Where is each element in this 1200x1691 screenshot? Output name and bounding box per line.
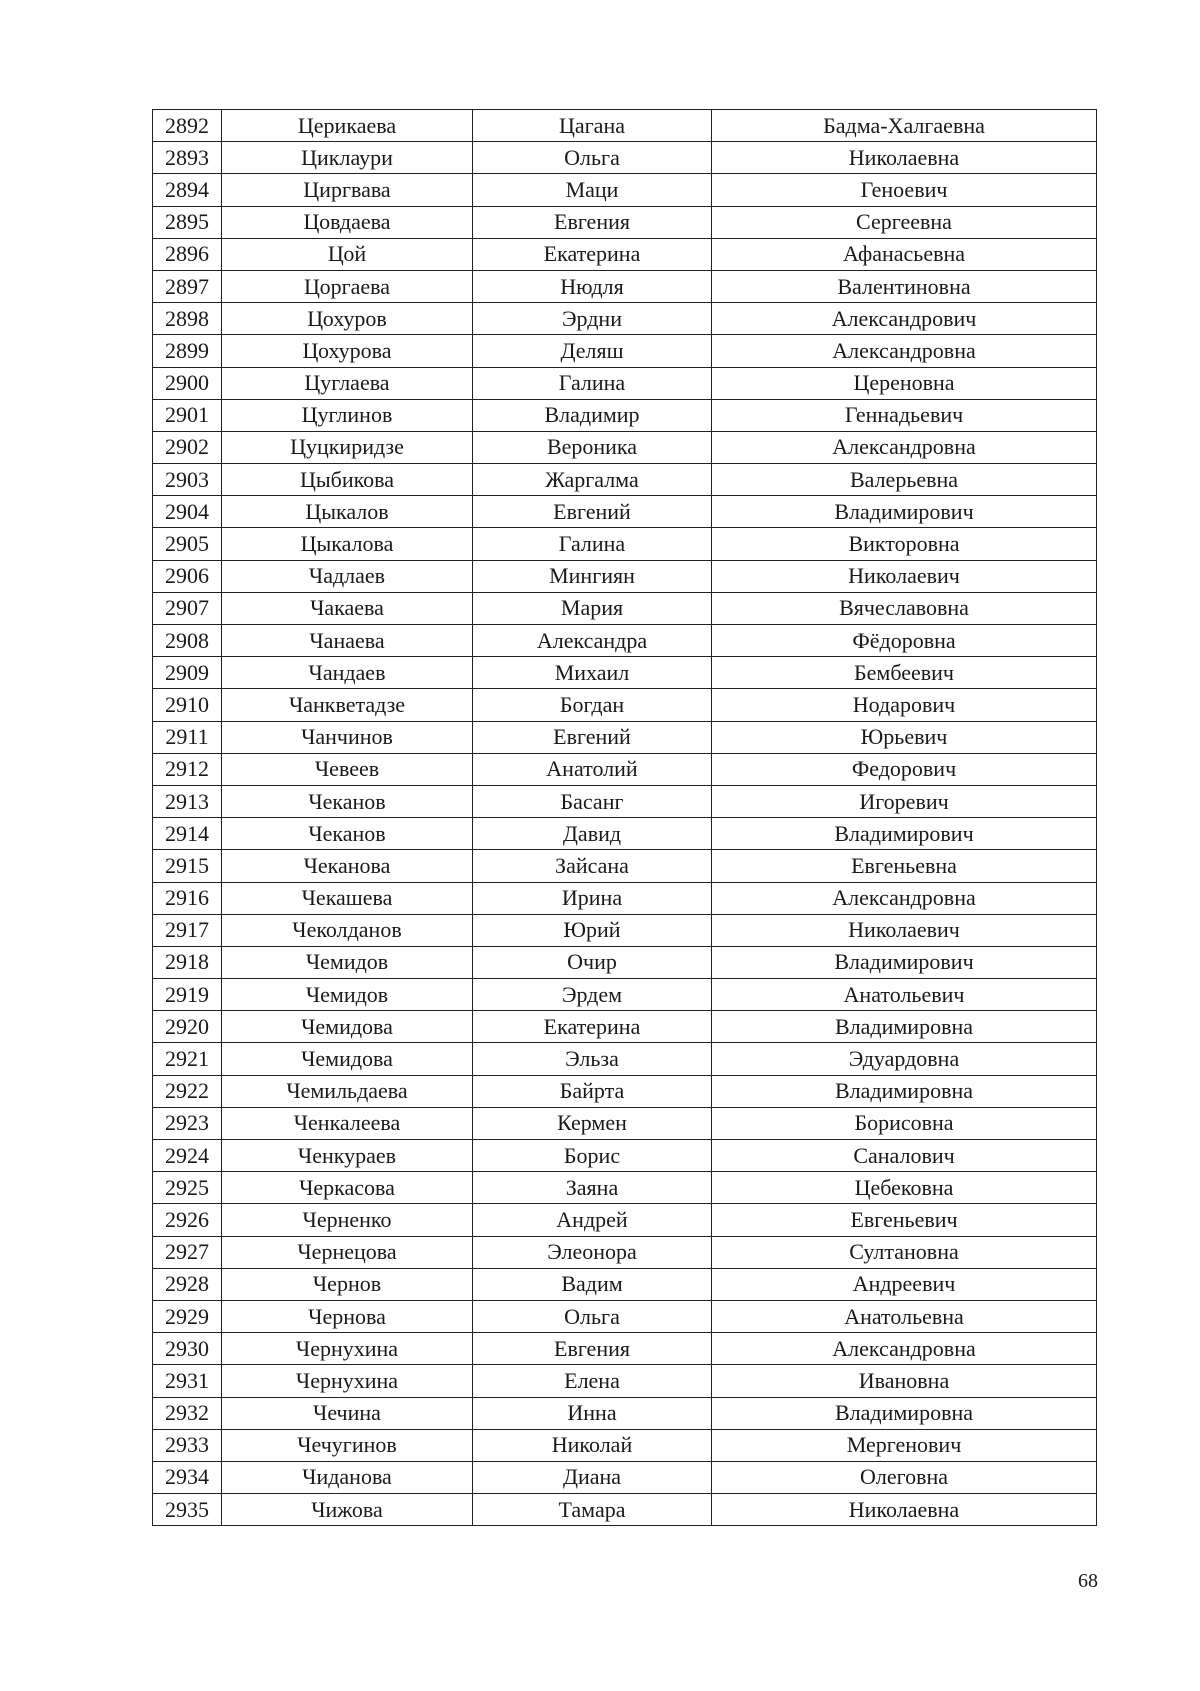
first-name-cell: Кермен <box>473 1107 712 1139</box>
patronymic-cell: Валентиновна <box>712 270 1097 302</box>
first-name-cell: Михаил <box>473 657 712 689</box>
last-name-cell: Черненко <box>222 1204 473 1236</box>
row-number-cell: 2895 <box>153 206 222 238</box>
first-name-cell: Богдан <box>473 689 712 721</box>
table-row <box>153 110 1097 142</box>
table-row <box>153 1107 1097 1139</box>
table-row <box>153 1461 1097 1493</box>
last-name-cell: Чандаев <box>222 657 473 689</box>
row-number-cell: 2912 <box>153 753 222 785</box>
first-name-cell: Ольга <box>473 1300 712 1332</box>
row-number-cell: 2927 <box>153 1236 222 1268</box>
last-name-cell: Ченкураев <box>222 1140 473 1172</box>
row-number-cell: 2913 <box>153 785 222 817</box>
row-number-cell: 2928 <box>153 1268 222 1300</box>
last-name-cell: Чернецова <box>222 1236 473 1268</box>
last-name-cell: Цыкалова <box>222 528 473 560</box>
table-row <box>153 399 1097 431</box>
patronymic-cell: Владимирович <box>712 946 1097 978</box>
first-name-cell: Юрий <box>473 914 712 946</box>
row-number-cell: 2930 <box>153 1333 222 1365</box>
last-name-cell: Чемидова <box>222 1011 473 1043</box>
table-row <box>153 142 1097 174</box>
row-number-cell: 2894 <box>153 174 222 206</box>
row-number-cell: 2905 <box>153 528 222 560</box>
first-name-cell: Галина <box>473 528 712 560</box>
table-row <box>153 914 1097 946</box>
table-row <box>153 625 1097 657</box>
last-name-cell: Цуглаева <box>222 367 473 399</box>
row-number-cell: 2892 <box>153 110 222 142</box>
last-name-cell: Чернов <box>222 1268 473 1300</box>
first-name-cell: Заяна <box>473 1172 712 1204</box>
patronymic-cell: Игоревич <box>712 785 1097 817</box>
table-row <box>153 785 1097 817</box>
first-name-cell: Мингиян <box>473 560 712 592</box>
patronymic-cell: Андреевич <box>712 1268 1097 1300</box>
first-name-cell: Давид <box>473 818 712 850</box>
row-number-cell: 2897 <box>153 270 222 302</box>
patronymic-cell: Геноевич <box>712 174 1097 206</box>
row-number-cell: 2911 <box>153 721 222 753</box>
patronymic-cell: Анатольевна <box>712 1300 1097 1332</box>
table-row <box>153 270 1097 302</box>
row-number-cell: 2893 <box>153 142 222 174</box>
patronymic-cell: Бадма-Халгаевна <box>712 110 1097 142</box>
patronymic-cell: Нодарович <box>712 689 1097 721</box>
last-name-cell: Цуглинов <box>222 399 473 431</box>
row-number-cell: 2917 <box>153 914 222 946</box>
table-row <box>153 1172 1097 1204</box>
patronymic-cell: Владимировна <box>712 1397 1097 1429</box>
patronymic-cell: Вячеславовна <box>712 592 1097 624</box>
row-number-cell: 2908 <box>153 625 222 657</box>
patronymic-cell: Александровна <box>712 882 1097 914</box>
patronymic-cell: Цереновна <box>712 367 1097 399</box>
table-row <box>153 1140 1097 1172</box>
patronymic-cell: Валерьевна <box>712 464 1097 496</box>
first-name-cell: Евгений <box>473 496 712 528</box>
first-name-cell: Евгений <box>473 721 712 753</box>
last-name-cell: Цохурова <box>222 335 473 367</box>
patronymic-cell: Николаевна <box>712 1494 1097 1526</box>
first-name-cell: Басанг <box>473 785 712 817</box>
table-row <box>153 1204 1097 1236</box>
first-name-cell: Жаргалма <box>473 464 712 496</box>
table-row <box>153 1333 1097 1365</box>
patronymic-cell: Султановна <box>712 1236 1097 1268</box>
row-number-cell: 2906 <box>153 560 222 592</box>
last-name-cell: Цой <box>222 238 473 270</box>
table-row <box>153 946 1097 978</box>
row-number-cell: 2921 <box>153 1043 222 1075</box>
patronymic-cell: Викторовна <box>712 528 1097 560</box>
table-row <box>153 592 1097 624</box>
patronymic-cell: Ивановна <box>712 1365 1097 1397</box>
row-number-cell: 2907 <box>153 592 222 624</box>
patronymic-cell: Евгеньевич <box>712 1204 1097 1236</box>
names-table-body <box>153 110 1097 1526</box>
last-name-cell: Цоргаева <box>222 270 473 302</box>
last-name-cell: Церикаева <box>222 110 473 142</box>
last-name-cell: Чеканова <box>222 850 473 882</box>
patronymic-cell: Афанасьевна <box>712 238 1097 270</box>
first-name-cell: Эрдем <box>473 979 712 1011</box>
table-row <box>153 1043 1097 1075</box>
row-number-cell: 2903 <box>153 464 222 496</box>
last-name-cell: Цыкалов <box>222 496 473 528</box>
first-name-cell: Владимир <box>473 399 712 431</box>
first-name-cell: Анатолий <box>473 753 712 785</box>
first-name-cell: Цагана <box>473 110 712 142</box>
table-row <box>153 753 1097 785</box>
table-row <box>153 1075 1097 1107</box>
table-row <box>153 303 1097 335</box>
last-name-cell: Чемидова <box>222 1043 473 1075</box>
first-name-cell: Николай <box>473 1429 712 1461</box>
row-number-cell: 2932 <box>153 1397 222 1429</box>
table-row <box>153 1268 1097 1300</box>
last-name-cell: Цовдаева <box>222 206 473 238</box>
first-name-cell: Евгения <box>473 1333 712 1365</box>
table-row <box>153 1300 1097 1332</box>
row-number-cell: 2899 <box>153 335 222 367</box>
last-name-cell: Циклаури <box>222 142 473 174</box>
row-number-cell: 2934 <box>153 1461 222 1493</box>
last-name-cell: Чижова <box>222 1494 473 1526</box>
first-name-cell: Ольга <box>473 142 712 174</box>
row-number-cell: 2901 <box>153 399 222 431</box>
table-row <box>153 464 1097 496</box>
last-name-cell: Чемидов <box>222 946 473 978</box>
first-name-cell: Екатерина <box>473 1011 712 1043</box>
row-number-cell: 2902 <box>153 431 222 463</box>
row-number-cell: 2929 <box>153 1300 222 1332</box>
patronymic-cell: Николаевич <box>712 914 1097 946</box>
row-number-cell: 2933 <box>153 1429 222 1461</box>
first-name-cell: Вадим <box>473 1268 712 1300</box>
row-number-cell: 2935 <box>153 1494 222 1526</box>
last-name-cell: Чеканов <box>222 785 473 817</box>
table-row <box>153 238 1097 270</box>
row-number-cell: 2931 <box>153 1365 222 1397</box>
first-name-cell: Деляш <box>473 335 712 367</box>
first-name-cell: Диана <box>473 1461 712 1493</box>
row-number-cell: 2910 <box>153 689 222 721</box>
table-row <box>153 528 1097 560</box>
table-row <box>153 1397 1097 1429</box>
last-name-cell: Чанаева <box>222 625 473 657</box>
patronymic-cell: Николаевич <box>712 560 1097 592</box>
table-row <box>153 496 1097 528</box>
last-name-cell: Чеканов <box>222 818 473 850</box>
last-name-cell: Чечина <box>222 1397 473 1429</box>
first-name-cell: Ирина <box>473 882 712 914</box>
first-name-cell: Галина <box>473 367 712 399</box>
first-name-cell: Тамара <box>473 1494 712 1526</box>
patronymic-cell: Геннадьевич <box>712 399 1097 431</box>
last-name-cell: Циргвава <box>222 174 473 206</box>
row-number-cell: 2922 <box>153 1075 222 1107</box>
last-name-cell: Чемидов <box>222 979 473 1011</box>
first-name-cell: Элеонора <box>473 1236 712 1268</box>
table-row <box>153 174 1097 206</box>
row-number-cell: 2919 <box>153 979 222 1011</box>
row-number-cell: 2916 <box>153 882 222 914</box>
table-row <box>153 1429 1097 1461</box>
row-number-cell: 2904 <box>153 496 222 528</box>
last-name-cell: Ченкалеева <box>222 1107 473 1139</box>
first-name-cell: Очир <box>473 946 712 978</box>
patronymic-cell: Фёдоровна <box>712 625 1097 657</box>
row-number-cell: 2918 <box>153 946 222 978</box>
row-number-cell: 2898 <box>153 303 222 335</box>
table-row <box>153 721 1097 753</box>
last-name-cell: Цуцкиридзе <box>222 431 473 463</box>
patronymic-cell: Цебековна <box>712 1172 1097 1204</box>
table-row <box>153 560 1097 592</box>
last-name-cell: Чекашева <box>222 882 473 914</box>
first-name-cell: Маци <box>473 174 712 206</box>
last-name-cell: Цохуров <box>222 303 473 335</box>
patronymic-cell: Эдуардовна <box>712 1043 1097 1075</box>
patronymic-cell: Александрович <box>712 303 1097 335</box>
last-name-cell: Чевеев <box>222 753 473 785</box>
last-name-cell: Чанкветадзе <box>222 689 473 721</box>
table-row <box>153 979 1097 1011</box>
first-name-cell: Вероника <box>473 431 712 463</box>
row-number-cell: 2900 <box>153 367 222 399</box>
table-row <box>153 657 1097 689</box>
row-number-cell: 2915 <box>153 850 222 882</box>
last-name-cell: Черкасова <box>222 1172 473 1204</box>
last-name-cell: Чемильдаева <box>222 1075 473 1107</box>
patronymic-cell: Борисовна <box>712 1107 1097 1139</box>
row-number-cell: 2925 <box>153 1172 222 1204</box>
last-name-cell: Цыбикова <box>222 464 473 496</box>
names-table <box>152 109 1097 1526</box>
table-row <box>153 1011 1097 1043</box>
first-name-cell: Александра <box>473 625 712 657</box>
first-name-cell: Евгения <box>473 206 712 238</box>
patronymic-cell: Олеговна <box>712 1461 1097 1493</box>
table-row <box>153 1365 1097 1397</box>
last-name-cell: Чернова <box>222 1300 473 1332</box>
last-name-cell: Чечугинов <box>222 1429 473 1461</box>
patronymic-cell: Юрьевич <box>712 721 1097 753</box>
first-name-cell: Мария <box>473 592 712 624</box>
last-name-cell: Чернухина <box>222 1365 473 1397</box>
row-number-cell: 2926 <box>153 1204 222 1236</box>
patronymic-cell: Федорович <box>712 753 1097 785</box>
table-row <box>153 689 1097 721</box>
patronymic-cell: Сергеевна <box>712 206 1097 238</box>
table-row <box>153 818 1097 850</box>
table-row <box>153 431 1097 463</box>
patronymic-cell: Александровна <box>712 335 1097 367</box>
first-name-cell: Эрдни <box>473 303 712 335</box>
patronymic-cell: Александровна <box>712 431 1097 463</box>
patronymic-cell: Саналович <box>712 1140 1097 1172</box>
table-row <box>153 367 1097 399</box>
last-name-cell: Чадлаев <box>222 560 473 592</box>
patronymic-cell: Николаевна <box>712 142 1097 174</box>
table-row <box>153 1236 1097 1268</box>
table-row <box>153 206 1097 238</box>
patronymic-cell: Владимировна <box>712 1075 1097 1107</box>
patronymic-cell: Владимирович <box>712 496 1097 528</box>
first-name-cell: Андрей <box>473 1204 712 1236</box>
row-number-cell: 2924 <box>153 1140 222 1172</box>
page-number: 68 <box>1078 1570 1098 1592</box>
first-name-cell: Инна <box>473 1397 712 1429</box>
first-name-cell: Нюдля <box>473 270 712 302</box>
table-row <box>153 850 1097 882</box>
last-name-cell: Чернухина <box>222 1333 473 1365</box>
patronymic-cell: Бембеевич <box>712 657 1097 689</box>
last-name-cell: Чиданова <box>222 1461 473 1493</box>
row-number-cell: 2896 <box>153 238 222 270</box>
row-number-cell: 2923 <box>153 1107 222 1139</box>
first-name-cell: Елена <box>473 1365 712 1397</box>
row-number-cell: 2909 <box>153 657 222 689</box>
last-name-cell: Чанчинов <box>222 721 473 753</box>
patronymic-cell: Анатольевич <box>712 979 1097 1011</box>
patronymic-cell: Александровна <box>712 1333 1097 1365</box>
first-name-cell: Зайсана <box>473 850 712 882</box>
table-row <box>153 882 1097 914</box>
last-name-cell: Чеколданов <box>222 914 473 946</box>
patronymic-cell: Владимировна <box>712 1011 1097 1043</box>
first-name-cell: Екатерина <box>473 238 712 270</box>
patronymic-cell: Евгеньевна <box>712 850 1097 882</box>
patronymic-cell: Владимирович <box>712 818 1097 850</box>
table-row <box>153 335 1097 367</box>
row-number-cell: 2920 <box>153 1011 222 1043</box>
table-row <box>153 1494 1097 1526</box>
first-name-cell: Борис <box>473 1140 712 1172</box>
first-name-cell: Эльза <box>473 1043 712 1075</box>
patronymic-cell: Мергенович <box>712 1429 1097 1461</box>
last-name-cell: Чакаева <box>222 592 473 624</box>
row-number-cell: 2914 <box>153 818 222 850</box>
first-name-cell: Байрта <box>473 1075 712 1107</box>
